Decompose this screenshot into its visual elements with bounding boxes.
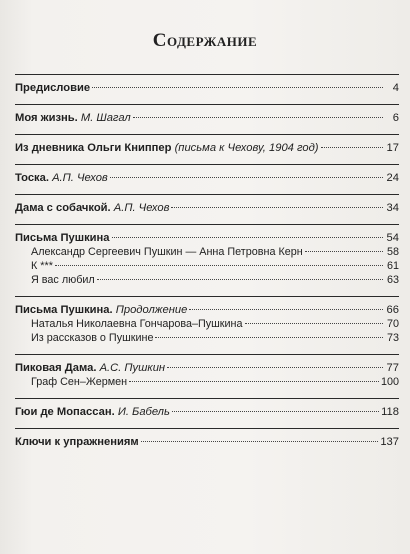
toc-entry-title [31,375,127,389]
toc-entry-title [31,331,153,345]
leader-dots [155,337,383,338]
toc-section [15,428,399,449]
toc-entry-label: Я вас любил [31,274,95,286]
leader-dots [97,279,383,280]
page-number: 70 [386,318,399,330]
toc-entry-label: Ключи к упражнениям [15,436,139,448]
toc-entry-label: Наталья Николаевна Гончарова–Пушкина [31,318,243,330]
toc-entry-title [15,231,110,245]
leader-dots [112,237,383,238]
toc-section [15,164,399,185]
leader-dots [171,207,383,208]
section-divider [15,104,399,105]
section-divider [15,134,399,135]
toc-entry [15,231,399,245]
section-divider [15,354,399,355]
toc-entry-label: Тоска. [15,172,49,184]
toc-entry-title [15,405,170,419]
page-number: 137 [380,436,399,448]
page-number: 6 [392,112,399,124]
leader-dots [110,177,383,178]
toc-subentry [15,317,399,331]
leader-dots [189,309,383,310]
toc-entry [15,81,399,95]
toc-entry-author: А.П. Чехов [113,202,170,214]
toc-entry-label: Моя жизнь. [15,112,78,124]
leader-dots [129,381,379,382]
toc-entry-label: Из рассказов о Пушкине [31,332,154,344]
toc-entry-label: Александр Сергеевич Пушкин — Анна Петровна Керн [31,246,303,258]
page-number: 77 [386,362,399,374]
leader-dots [133,117,383,118]
toc-entry-title [31,317,243,331]
toc-entry [15,111,399,125]
toc-entry-label: Письма Пушкина. [15,304,113,316]
leader-dots [92,87,383,88]
page-title: Содержание [152,30,258,51]
toc-entry-title [31,273,95,287]
toc-entry-title [15,435,139,449]
toc-entry-author: И. Бабель [117,406,170,418]
toc-entry-label: Дама с собачкой. [15,202,111,214]
toc-entry-label: Предисловие [15,82,91,94]
toc-section [15,398,399,419]
page-number: 34 [386,202,399,214]
toc-section [15,104,399,125]
toc-subentry [15,331,399,345]
toc-entry-author: (письма к Чехову, 1904 год) [174,142,319,154]
toc-entry-label: К *** [31,260,53,272]
toc-entry [15,405,399,419]
toc-subentry [15,375,399,389]
toc-section [15,354,399,389]
toc-entry-title [15,171,108,185]
section-divider [15,194,399,195]
leader-dots [55,265,383,266]
toc-entry-label: Пиковая Дама. [15,362,97,374]
toc-entry-title [15,81,90,95]
section-divider [15,296,399,297]
toc-entry-title [15,141,319,155]
toc-entry-title [15,201,169,215]
section-divider [15,164,399,165]
toc-section [15,296,399,345]
page-number: 61 [386,260,399,272]
section-divider [15,224,399,225]
toc-entry-author: А.П. Чехов [52,172,108,184]
toc-entry [15,303,399,317]
page-number: 4 [392,82,399,94]
page-number: 58 [386,246,399,258]
toc-entry [15,201,399,215]
page-number: 118 [381,406,399,418]
toc-entry-label: Гюи де Мопассан. [15,406,115,418]
leader-dots [141,441,379,442]
toc-subentry [15,259,399,273]
toc-entry-author: А.С. Пушкин [99,362,166,374]
toc-subentry [15,245,399,259]
toc-entry-author: Продолжение [115,304,188,316]
leader-dots [167,367,383,368]
section-divider [15,74,399,75]
page-number: 54 [386,232,399,244]
toc-entry-label: Письма Пушкина [15,232,110,244]
leader-dots [305,251,383,252]
toc-entry-title [15,361,165,375]
leader-dots [321,147,383,148]
toc-entry-label: Граф Сен–Жермен [31,376,128,388]
section-divider [15,398,399,399]
section-divider [15,428,399,429]
leader-dots [245,323,383,324]
toc-entry-title [15,111,131,125]
toc-entry-author: М. Шагал [80,112,131,124]
page-number: 24 [386,172,399,184]
toc-entry [15,141,399,155]
page-number: 100 [380,376,399,388]
table-of-contents [15,74,399,458]
toc-entry-title [15,303,187,317]
toc-entry-label: Из дневника Ольги Книппер [15,142,172,154]
page-number: 73 [386,332,399,344]
toc-section [15,134,399,155]
toc-entry [15,171,399,185]
show-through-text-top [0,0,410,30]
leader-dots [172,411,379,412]
toc-section [15,194,399,215]
toc-subentry [15,273,399,287]
toc-entry-title [31,259,53,273]
toc-entry-title [31,245,303,259]
page-number: 63 [386,274,399,286]
toc-section [15,74,399,95]
toc-section [15,224,399,287]
page-number: 66 [386,304,399,316]
toc-entry [15,361,399,375]
toc-entry [15,435,399,449]
page-number: 17 [386,142,399,154]
